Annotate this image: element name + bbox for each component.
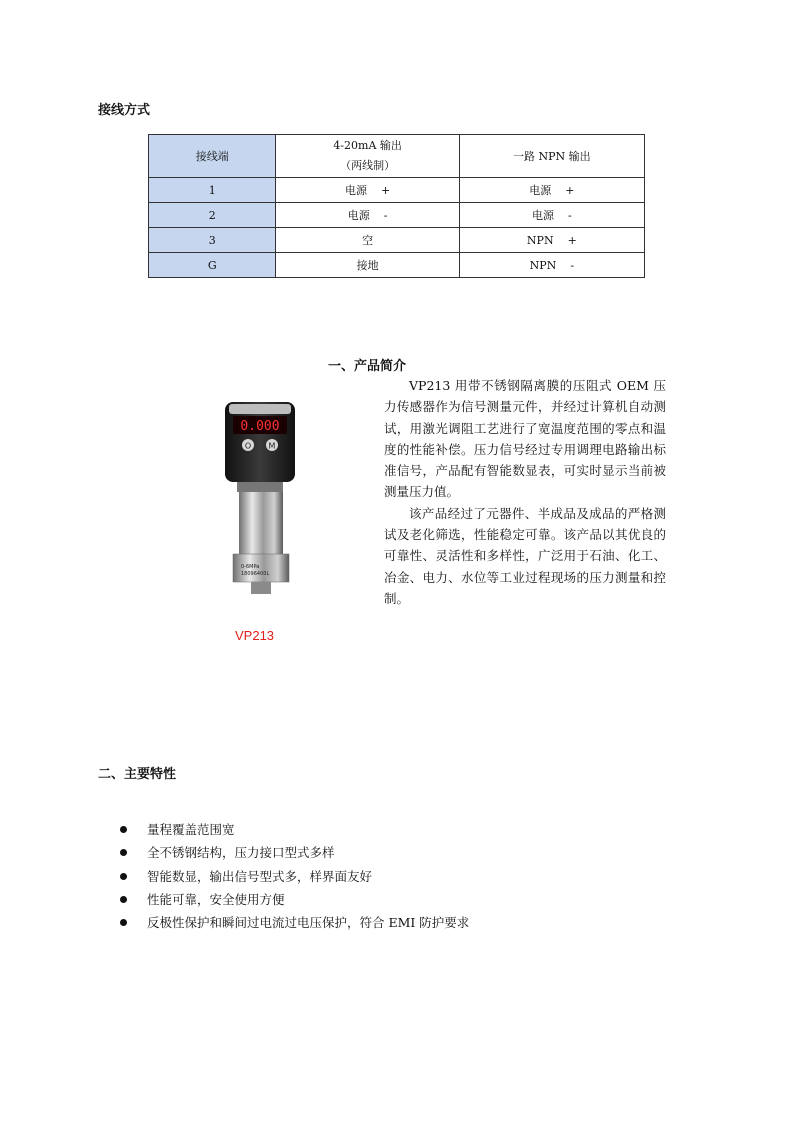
list-item <box>118 841 469 864</box>
product-caption: VP213 <box>235 628 275 643</box>
table-row <box>149 253 645 278</box>
list-item <box>118 818 469 841</box>
cell-npn <box>459 253 644 278</box>
product-image <box>215 398 310 598</box>
cell-npn-sign: - <box>568 209 572 222</box>
list-item <box>118 865 469 888</box>
intro-text <box>384 375 666 609</box>
cell-npn-text: NPN <box>529 258 557 272</box>
display-digits: 0.000 <box>240 419 280 434</box>
bullet-icon <box>120 873 127 880</box>
button-left-label: O <box>244 441 252 451</box>
wiring-heading: 接线方式 <box>98 103 151 118</box>
sensor-top-ring <box>229 404 291 414</box>
intro-heading: 一、产品简介 <box>328 359 407 374</box>
cell-analog-text: 电源 <box>344 184 367 197</box>
cell-analog-text: 电源 <box>347 209 370 222</box>
bullet-icon <box>120 849 127 856</box>
sensor-body <box>239 492 283 562</box>
cell-analog-sign: + <box>380 184 391 197</box>
cell-npn-sign: - <box>570 258 575 272</box>
header-terminal: 接线端 <box>149 135 276 178</box>
bullet-icon <box>120 896 127 903</box>
feature-text: 智能数显，输出信号型式多，样界面友好 <box>147 868 373 884</box>
cell-npn <box>459 203 644 228</box>
cell-analog <box>276 178 459 203</box>
cell-analog-text: 空 <box>362 234 374 247</box>
header-analog-line2: （两线制） <box>340 159 396 172</box>
cell-analog-text: 接地 <box>356 259 379 272</box>
cell-npn-text: NPN <box>526 233 554 247</box>
feature-text: 全不锈钢结构，压力接口型式多样 <box>147 845 335 861</box>
table-row <box>149 178 645 203</box>
cell-npn <box>459 178 644 203</box>
bullet-icon <box>120 919 127 926</box>
cell-terminal: G <box>149 253 276 278</box>
cell-npn-sign: + <box>565 184 575 197</box>
sensor-neck <box>237 482 283 492</box>
header-npn-output: 一路 NPN 输出 <box>459 135 644 178</box>
cell-terminal: 3 <box>149 228 276 253</box>
cell-npn-sign: + <box>567 233 577 247</box>
cell-analog <box>276 203 459 228</box>
feature-text: 性能可靠，安全使用方便 <box>147 891 285 907</box>
header-analog-line1: 4-20mA 输出 <box>333 139 402 152</box>
cell-npn-text: 电源 <box>532 209 554 222</box>
intro-paragraph-2: 该产品经过了元器件、半成品及成品的严格测试及老化筛选，性能稳定可靠。该产品以其优良的可靠性、灵活性和多样性，广泛用于石油、化工、冶金、电力、水位等工业过程现场的压力测量和控制。 <box>384 505 666 606</box>
header-analog-output <box>276 135 459 178</box>
cell-terminal: 1 <box>149 178 276 203</box>
label-serial: 18096400L <box>241 571 270 577</box>
cell-analog <box>276 228 459 253</box>
table-row <box>149 203 645 228</box>
feature-text: 反极性保护和瞬间过电流过电压保护，符合 EMI 防护要求 <box>147 915 470 931</box>
thread-fitting <box>251 582 271 594</box>
cell-terminal: 2 <box>149 203 276 228</box>
cell-analog <box>276 253 459 278</box>
bullet-icon <box>120 826 127 833</box>
cell-npn <box>459 228 644 253</box>
cell-npn-text: 电源 <box>529 184 552 197</box>
cell-analog-sign: - <box>383 209 388 222</box>
table-row <box>149 228 645 253</box>
features-list <box>118 818 469 934</box>
intro-paragraph-1: VP213 用带不锈钢隔离膜的压阻式 OEM 压力传感器作为信号测量元件，并经过计算机自动测试，用激光调阻工艺进行了宽温度范围的零点和温度的性能补偿。压力信号经过专用调理电路输出标准信号，产品配有智能数显表，可实时显示当前被测量压力值。 <box>384 378 666 500</box>
wiring-table <box>148 134 645 278</box>
feature-text: 量程覆盖范围宽 <box>147 822 235 837</box>
button-right-label: M <box>268 441 276 451</box>
features-heading: 二、主要特性 <box>98 767 177 782</box>
list-item <box>118 911 469 934</box>
table-header-row <box>149 135 645 178</box>
list-item <box>118 888 469 911</box>
label-range: 0-6MPa <box>241 564 260 570</box>
